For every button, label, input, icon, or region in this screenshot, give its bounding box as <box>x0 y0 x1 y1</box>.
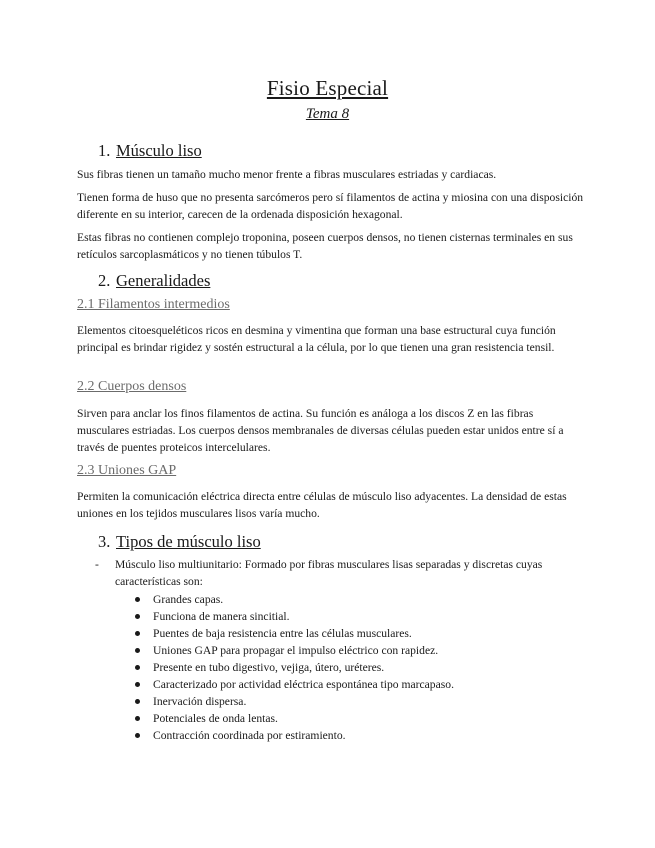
list-item-text: Uniones GAP para propagar el impulso eléctrico con rapidez. <box>153 644 439 657</box>
bullet-icon <box>135 699 140 704</box>
list-item-text: Presente en tubo digestivo, vejiga, útero, uréteres. <box>153 661 385 674</box>
bullet-icon <box>135 665 140 670</box>
dash-marker: - <box>95 558 99 571</box>
paragraph: Permiten la comunicación eléctrica directa entre células de músculo liso adyacentes. La densidad de estas uniones en los tejidos musculares lisos varía mucho. <box>77 490 567 520</box>
list-item-text: Potenciales de onda lentas. <box>153 712 278 725</box>
subsection-heading-cuerpos-densos: 2.2 Cuerpos densos <box>77 379 187 394</box>
list-item-text: Funciona de manera sincitial. <box>153 610 290 623</box>
characteristics-list <box>135 591 454 744</box>
list-item <box>135 710 454 727</box>
section-title: Generalidades <box>116 271 211 290</box>
document-subtitle: Tema 8 <box>305 106 350 122</box>
section-title: Tipos de músculo liso <box>116 532 261 551</box>
paragraph: Tienen forma de huso que no presenta sarcómeros pero sí filamentos de actina y miosina con una disposición diferente en su interior, carecen de la ordenada disposición hexagonal. <box>77 191 584 221</box>
list-item <box>135 642 454 659</box>
bullet-icon <box>135 716 140 721</box>
list-item-text: Caracterizado por actividad eléctrica espontánea tipo marcapaso. <box>153 678 454 691</box>
list-item <box>135 608 454 625</box>
section-number: 2. <box>98 271 111 290</box>
paragraph: Elementos citoesqueléticos ricos en desmina y vimentina que forman una base estructural cuya función principal es brindar rigidez y sostén estructural a la célula, por lo que tienen una gran resistencia tensil. <box>77 324 556 354</box>
list-item-text: Músculo liso multiunitario: Formado por fibras musculares lisas separadas y discretas cuyas características son: <box>115 558 543 588</box>
list-item-text: Puentes de baja resistencia entre las células musculares. <box>153 627 412 640</box>
paragraph: Estas fibras no contienen complejo troponina, poseen cuerpos densos, no tienen cisternas terminales en sus retículos sarcoplasmáticos y no tienen túbulos T. <box>77 231 573 261</box>
paragraph: Sus fibras tienen un tamaño mucho menor frente a fibras musculares estriadas y cardiacas. <box>77 168 497 181</box>
bullet-icon <box>135 648 140 653</box>
bullet-icon <box>135 733 140 738</box>
section-heading-tipos <box>98 532 261 552</box>
subsection-heading-filamentos: 2.1 Filamentos intermedios <box>77 297 230 312</box>
section-number: 1. <box>98 141 111 160</box>
list-item <box>135 693 454 710</box>
list-item-text: Contracción coordinada por estiramiento. <box>153 729 346 742</box>
list-item-text: Grandes capas. <box>153 593 224 606</box>
list-item <box>135 727 454 744</box>
section-title: Músculo liso <box>116 141 202 160</box>
list-item <box>135 591 454 608</box>
list-item <box>135 625 454 642</box>
bullet-icon <box>135 597 140 602</box>
bullet-icon <box>135 682 140 687</box>
section-number: 3. <box>98 532 111 551</box>
section-heading-generalidades <box>98 271 210 291</box>
document-title: Fisio Especial <box>266 76 389 100</box>
subsection-heading-uniones-gap: 2.3 Uniones GAP <box>77 463 177 478</box>
bullet-icon <box>135 614 140 619</box>
list-item <box>135 659 454 676</box>
bullet-icon <box>135 631 140 636</box>
paragraph: Sirven para anclar los finos filamentos de actina. Su función es análoga a los discos Z en las fibras musculares estriadas. Los cuerpos densos membranales de diversas células pueden estar unidos entre sí a través de puentes proteicos intercelulares. <box>77 407 564 454</box>
list-item-text: Inervación dispersa. <box>153 695 247 708</box>
list-item <box>135 676 454 693</box>
section-heading-musculo-liso <box>98 141 202 161</box>
